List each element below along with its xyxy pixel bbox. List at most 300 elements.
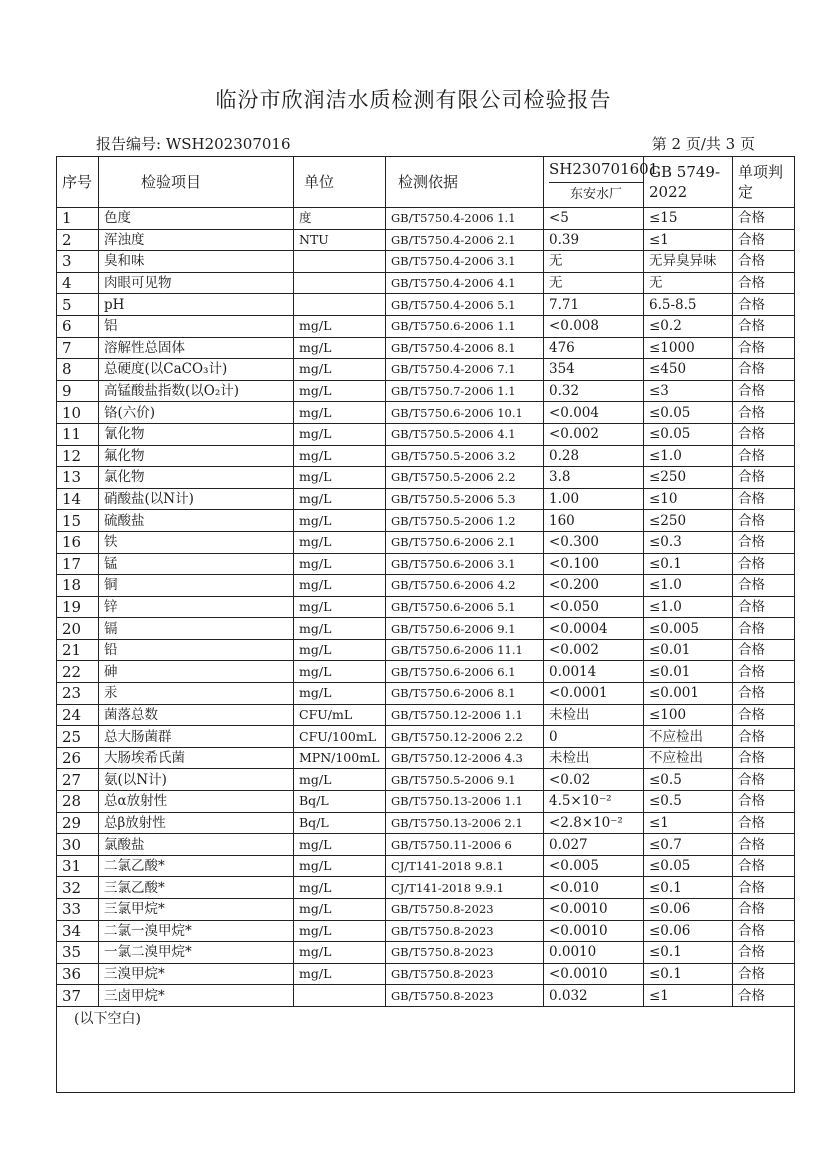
cell-seq: 4 [57, 272, 99, 294]
table-row [57, 337, 795, 359]
cell-limit: ≤10 [644, 488, 733, 510]
cell-judge: 合格 [733, 639, 795, 661]
cell-limit: ≤450 [644, 359, 733, 381]
cell-item: 硫酸盐 [99, 510, 294, 532]
cell-result: <0.0004 [544, 618, 644, 640]
cell-unit: mg/L [294, 359, 386, 381]
cell-item: 三卤甲烷* [99, 985, 294, 1007]
cell-item: 汞 [99, 683, 294, 705]
cell-item: 氟化物 [99, 445, 294, 467]
cell-item: 臭和味 [99, 251, 294, 273]
cell-method: GB/T5750.12-2006 4.3 [386, 747, 544, 769]
cell-seq: 9 [57, 380, 99, 402]
cell-method: GB/T5750.4-2006 2.1 [386, 229, 544, 251]
cell-unit: mg/L [294, 488, 386, 510]
cell-unit: mg/L [294, 423, 386, 445]
cell-method: GB/T5750.6-2006 4.2 [386, 575, 544, 597]
cell-item: 高锰酸盐指数(以O₂计) [99, 380, 294, 402]
cell-result: 3.8 [544, 467, 644, 489]
cell-seq: 17 [57, 553, 99, 575]
cell-method: GB/T5750.11-2006 6 [386, 834, 544, 856]
cell-seq: 28 [57, 791, 99, 813]
cell-result: <0.050 [544, 596, 644, 618]
cell-judge: 合格 [733, 661, 795, 683]
cell-item: 三氯乙酸* [99, 877, 294, 899]
cell-method: GB/T5750.6-2006 10.1 [386, 402, 544, 424]
cell-unit: mg/L [294, 877, 386, 899]
cell-judge: 合格 [733, 596, 795, 618]
cell-unit: mg/L [294, 575, 386, 597]
cell-judge: 合格 [733, 423, 795, 445]
cell-result: 0.032 [544, 985, 644, 1007]
cell-item: 肉眼可见物 [99, 272, 294, 294]
cell-result: <0.0010 [544, 963, 644, 985]
cell-unit: mg/L [294, 445, 386, 467]
cell-unit: mg/L [294, 618, 386, 640]
cell-seq: 2 [57, 229, 99, 251]
cell-unit: mg/L [294, 920, 386, 942]
cell-method: GB/T5750.13-2006 2.1 [386, 812, 544, 834]
cell-unit: CFU/mL [294, 704, 386, 726]
cell-result: 0.28 [544, 445, 644, 467]
cell-method: GB/T5750.7-2006 1.1 [386, 380, 544, 402]
cell-unit: mg/L [294, 510, 386, 532]
cell-limit: ≤0.05 [644, 855, 733, 877]
cell-item: 锌 [99, 596, 294, 618]
cell-unit [294, 251, 386, 273]
cell-unit: mg/L [294, 531, 386, 553]
cell-unit [294, 985, 386, 1007]
table-row [57, 488, 795, 510]
table-row [57, 812, 795, 834]
cell-seq: 13 [57, 467, 99, 489]
cell-unit: mg/L [294, 402, 386, 424]
cell-item: 总α放射性 [99, 791, 294, 813]
cell-method: CJ/T141-2018 9.8.1 [386, 855, 544, 877]
table-row [57, 877, 795, 899]
cell-limit: ≤1 [644, 812, 733, 834]
cell-limit: ≤0.7 [644, 834, 733, 856]
cell-unit [294, 272, 386, 294]
cell-item: 色度 [99, 208, 294, 230]
cell-unit: mg/L [294, 661, 386, 683]
cell-limit: 无 [644, 272, 733, 294]
cell-result: <0.008 [544, 315, 644, 337]
cell-item: 总β放射性 [99, 812, 294, 834]
cell-judge: 合格 [733, 208, 795, 230]
cell-item: 砷 [99, 661, 294, 683]
cell-method: GB/T5750.6-2006 11.1 [386, 639, 544, 661]
cell-judge: 合格 [733, 510, 795, 532]
cell-result: <0.200 [544, 575, 644, 597]
cell-seq: 14 [57, 488, 99, 510]
cell-limit: ≤3 [644, 380, 733, 402]
cell-method: GB/T5750.5-2006 4.1 [386, 423, 544, 445]
cell-method: GB/T5750.6-2006 1.1 [386, 315, 544, 337]
cell-seq: 19 [57, 596, 99, 618]
cell-limit: ≤0.06 [644, 899, 733, 921]
cell-item: 氨(以N计) [99, 769, 294, 791]
cell-unit: mg/L [294, 596, 386, 618]
page-info: 第 2 页/共 3 页 [651, 135, 755, 153]
cell-limit: ≤0.1 [644, 553, 733, 575]
cell-item: 氰化物 [99, 423, 294, 445]
cell-unit: mg/L [294, 553, 386, 575]
cell-result: 无 [544, 272, 644, 294]
cell-method: GB/T5750.6-2006 2.1 [386, 531, 544, 553]
cell-result: 未检出 [544, 747, 644, 769]
table-row [57, 359, 795, 381]
blank-row [57, 1006, 795, 1092]
cell-item: 铁 [99, 531, 294, 553]
cell-unit: mg/L [294, 683, 386, 705]
table-body [57, 208, 795, 1093]
table-row [57, 661, 795, 683]
table-row [57, 510, 795, 532]
cell-judge: 合格 [733, 575, 795, 597]
table-row [57, 553, 795, 575]
cell-seq: 26 [57, 747, 99, 769]
cell-seq: 8 [57, 359, 99, 381]
table-row [57, 985, 795, 1007]
cell-limit: ≤250 [644, 467, 733, 489]
cell-judge: 合格 [733, 229, 795, 251]
cell-item: 总硬度(以CaCO₃计) [99, 359, 294, 381]
cell-method: GB/T5750.5-2006 3.2 [386, 445, 544, 467]
header-item: 检验项目 [99, 157, 294, 208]
cell-unit: CFU/100mL [294, 726, 386, 748]
cell-limit: ≤0.5 [644, 791, 733, 813]
cell-method: GB/T5750.5-2006 1.2 [386, 510, 544, 532]
cell-limit: ≤250 [644, 510, 733, 532]
table-row [57, 402, 795, 424]
cell-item: 铅 [99, 639, 294, 661]
cell-method: GB/T5750.6-2006 3.1 [386, 553, 544, 575]
cell-judge: 合格 [733, 618, 795, 640]
table-row [57, 963, 795, 985]
cell-unit: NTU [294, 229, 386, 251]
table-row [57, 531, 795, 553]
cell-result: 0.0010 [544, 942, 644, 964]
table-row [57, 315, 795, 337]
cell-item: 三溴甲烷* [99, 963, 294, 985]
cell-unit [294, 294, 386, 316]
cell-item: 二氯乙酸* [99, 855, 294, 877]
cell-unit: mg/L [294, 337, 386, 359]
test-results-table [56, 156, 795, 1093]
cell-seq: 27 [57, 769, 99, 791]
cell-limit: ≤1.0 [644, 575, 733, 597]
report-number: 报告编号: WSH202307016 [96, 135, 291, 153]
cell-result: <0.010 [544, 877, 644, 899]
cell-judge: 合格 [733, 920, 795, 942]
cell-method: GB/T5750.8-2023 [386, 942, 544, 964]
table-row [57, 769, 795, 791]
cell-method: GB/T5750.8-2023 [386, 985, 544, 1007]
cell-seq: 37 [57, 985, 99, 1007]
cell-method: GB/T5750.5-2006 9.1 [386, 769, 544, 791]
cell-seq: 21 [57, 639, 99, 661]
table-row [57, 726, 795, 748]
cell-unit: mg/L [294, 467, 386, 489]
table-row [57, 575, 795, 597]
cell-limit: ≤0.05 [644, 423, 733, 445]
cell-method: GB/T5750.6-2006 5.1 [386, 596, 544, 618]
cell-item: 菌落总数 [99, 704, 294, 726]
cell-method: GB/T5750.4-2006 3.1 [386, 251, 544, 273]
cell-method: GB/T5750.12-2006 1.1 [386, 704, 544, 726]
cell-unit: MPN/100mL [294, 747, 386, 769]
cell-limit: ≤0.001 [644, 683, 733, 705]
table-row [57, 791, 795, 813]
cell-seq: 23 [57, 683, 99, 705]
cell-limit: ≤0.1 [644, 963, 733, 985]
cell-item: 二氯一溴甲烷* [99, 920, 294, 942]
cell-result: 1.00 [544, 488, 644, 510]
cell-result: 0.39 [544, 229, 644, 251]
cell-unit: mg/L [294, 899, 386, 921]
cell-item: 铜 [99, 575, 294, 597]
cell-result: 4.5×10⁻² [544, 791, 644, 813]
cell-method: GB/T5750.5-2006 5.3 [386, 488, 544, 510]
cell-seq: 30 [57, 834, 99, 856]
cell-judge: 合格 [733, 683, 795, 705]
table-row [57, 704, 795, 726]
cell-judge: 合格 [733, 251, 795, 273]
cell-judge: 合格 [733, 791, 795, 813]
cell-limit: ≤0.005 [644, 618, 733, 640]
cell-seq: 29 [57, 812, 99, 834]
cell-result: 0.0014 [544, 661, 644, 683]
blank-cell [57, 1006, 795, 1092]
cell-limit: ≤0.2 [644, 315, 733, 337]
cell-judge: 合格 [733, 467, 795, 489]
cell-method: CJ/T141-2018 9.9.1 [386, 877, 544, 899]
cell-limit: 6.5-8.5 [644, 294, 733, 316]
cell-method: GB/T5750.13-2006 1.1 [386, 791, 544, 813]
cell-limit: ≤15 [644, 208, 733, 230]
sample-id: SH230701601 [549, 157, 643, 183]
cell-seq: 20 [57, 618, 99, 640]
header-sample [544, 157, 659, 208]
cell-result: <0.0001 [544, 683, 644, 705]
cell-result: <0.300 [544, 531, 644, 553]
table-row [57, 596, 795, 618]
cell-seq: 10 [57, 402, 99, 424]
cell-result: <0.02 [544, 769, 644, 791]
cell-limit: ≤1.0 [644, 596, 733, 618]
table-row [57, 920, 795, 942]
cell-unit: mg/L [294, 639, 386, 661]
cell-method: GB/T5750.8-2023 [386, 899, 544, 921]
header-unit: 单位 [294, 157, 386, 208]
cell-judge: 合格 [733, 855, 795, 877]
cell-item: 大肠埃希氏菌 [99, 747, 294, 769]
cell-method: GB/T5750.12-2006 2.2 [386, 726, 544, 748]
cell-method: GB/T5750.8-2023 [386, 963, 544, 985]
cell-item: 三氯甲烷* [99, 899, 294, 921]
cell-limit: ≤0.1 [644, 942, 733, 964]
cell-seq: 34 [57, 920, 99, 942]
cell-seq: 25 [57, 726, 99, 748]
header-method: 检测依据 [386, 157, 544, 208]
cell-method: GB/T5750.4-2006 1.1 [386, 208, 544, 230]
cell-seq: 16 [57, 531, 99, 553]
table-row [57, 618, 795, 640]
cell-seq: 32 [57, 877, 99, 899]
cell-result: <5 [544, 208, 644, 230]
header-standard: GB 5749-2022 [644, 157, 733, 208]
cell-limit: ≤1000 [644, 337, 733, 359]
cell-judge: 合格 [733, 747, 795, 769]
cell-result: <0.100 [544, 553, 644, 575]
cell-unit: mg/L [294, 315, 386, 337]
cell-method: GB/T5750.5-2006 2.2 [386, 467, 544, 489]
cell-seq: 1 [57, 208, 99, 230]
cell-seq: 15 [57, 510, 99, 532]
table-row [57, 467, 795, 489]
table-row [57, 229, 795, 251]
cell-item: 总大肠菌群 [99, 726, 294, 748]
cell-method: GB/T5750.6-2006 8.1 [386, 683, 544, 705]
cell-result: 476 [544, 337, 644, 359]
cell-limit: ≤100 [644, 704, 733, 726]
cell-limit: ≤0.05 [644, 402, 733, 424]
cell-limit: 无异臭异味 [644, 251, 733, 273]
cell-unit: mg/L [294, 942, 386, 964]
cell-judge: 合格 [733, 963, 795, 985]
cell-result: 160 [544, 510, 644, 532]
cell-result: <0.004 [544, 402, 644, 424]
cell-result: <0.0010 [544, 920, 644, 942]
cell-result: 0.027 [544, 834, 644, 856]
cell-judge: 合格 [733, 337, 795, 359]
cell-seq: 3 [57, 251, 99, 273]
cell-judge: 合格 [733, 445, 795, 467]
table-row [57, 747, 795, 769]
table-row [57, 251, 795, 273]
header-seq: 序号 [57, 157, 99, 208]
table-row [57, 639, 795, 661]
cell-judge: 合格 [733, 899, 795, 921]
cell-method: GB/T5750.4-2006 7.1 [386, 359, 544, 381]
cell-judge: 合格 [733, 985, 795, 1007]
table-row [57, 942, 795, 964]
table-row [57, 855, 795, 877]
cell-limit: ≤1 [644, 229, 733, 251]
cell-result: <0.005 [544, 855, 644, 877]
cell-judge: 合格 [733, 812, 795, 834]
cell-unit: mg/L [294, 855, 386, 877]
table-row [57, 423, 795, 445]
cell-seq: 18 [57, 575, 99, 597]
table-header-row [57, 157, 795, 208]
cell-seq: 24 [57, 704, 99, 726]
cell-judge: 合格 [733, 704, 795, 726]
cell-limit: ≤1 [644, 985, 733, 1007]
cell-seq: 6 [57, 315, 99, 337]
cell-unit: 度 [294, 208, 386, 230]
cell-limit: ≤0.01 [644, 639, 733, 661]
cell-result: 0.32 [544, 380, 644, 402]
cell-limit: ≤0.3 [644, 531, 733, 553]
cell-judge: 合格 [733, 272, 795, 294]
cell-judge: 合格 [733, 294, 795, 316]
cell-limit: ≤1.0 [644, 445, 733, 467]
cell-result: 未检出 [544, 704, 644, 726]
cell-seq: 36 [57, 963, 99, 985]
cell-seq: 22 [57, 661, 99, 683]
cell-seq: 11 [57, 423, 99, 445]
table-row [57, 683, 795, 705]
cell-result: <0.002 [544, 423, 644, 445]
table-row [57, 899, 795, 921]
cell-seq: 33 [57, 899, 99, 921]
cell-item: 氯化物 [99, 467, 294, 489]
cell-item: 一氯二溴甲烷* [99, 942, 294, 964]
cell-judge: 合格 [733, 553, 795, 575]
cell-method: GB/T5750.6-2006 9.1 [386, 618, 544, 640]
table-row [57, 294, 795, 316]
cell-judge: 合格 [733, 726, 795, 748]
cell-result: 7.71 [544, 294, 644, 316]
table-row [57, 380, 795, 402]
cell-item: 氯酸盐 [99, 834, 294, 856]
cell-unit: Bq/L [294, 791, 386, 813]
blank-note: (以下空白) [74, 1010, 141, 1027]
cell-method: GB/T5750.4-2006 4.1 [386, 272, 544, 294]
cell-item: 锰 [99, 553, 294, 575]
cell-judge: 合格 [733, 769, 795, 791]
cell-judge: 合格 [733, 359, 795, 381]
cell-unit: mg/L [294, 769, 386, 791]
cell-judge: 合格 [733, 488, 795, 510]
cell-method: GB/T5750.6-2006 6.1 [386, 661, 544, 683]
table-row [57, 445, 795, 467]
cell-method: GB/T5750.4-2006 8.1 [386, 337, 544, 359]
cell-item: 溶解性总固体 [99, 337, 294, 359]
cell-result: 354 [544, 359, 644, 381]
cell-judge: 合格 [733, 531, 795, 553]
cell-limit: ≤0.1 [644, 877, 733, 899]
cell-seq: 12 [57, 445, 99, 467]
cell-judge: 合格 [733, 877, 795, 899]
cell-judge: 合格 [733, 380, 795, 402]
cell-unit: mg/L [294, 380, 386, 402]
cell-result: 无 [544, 251, 644, 273]
cell-seq: 7 [57, 337, 99, 359]
cell-item: 铬(六价) [99, 402, 294, 424]
cell-item: 镉 [99, 618, 294, 640]
header-judgement: 单项判定 [733, 157, 795, 208]
cell-limit: 不应检出 [644, 726, 733, 748]
table-row [57, 834, 795, 856]
cell-result: <2.8×10⁻² [544, 812, 644, 834]
cell-item: 浑浊度 [99, 229, 294, 251]
cell-seq: 5 [57, 294, 99, 316]
cell-limit: ≤0.5 [644, 769, 733, 791]
cell-limit: ≤0.06 [644, 920, 733, 942]
cell-judge: 合格 [733, 402, 795, 424]
cell-limit: ≤0.01 [644, 661, 733, 683]
cell-seq: 35 [57, 942, 99, 964]
cell-unit: Bq/L [294, 812, 386, 834]
cell-seq: 31 [57, 855, 99, 877]
cell-judge: 合格 [733, 315, 795, 337]
cell-unit: mg/L [294, 834, 386, 856]
table-row [57, 208, 795, 230]
cell-limit: 不应检出 [644, 747, 733, 769]
